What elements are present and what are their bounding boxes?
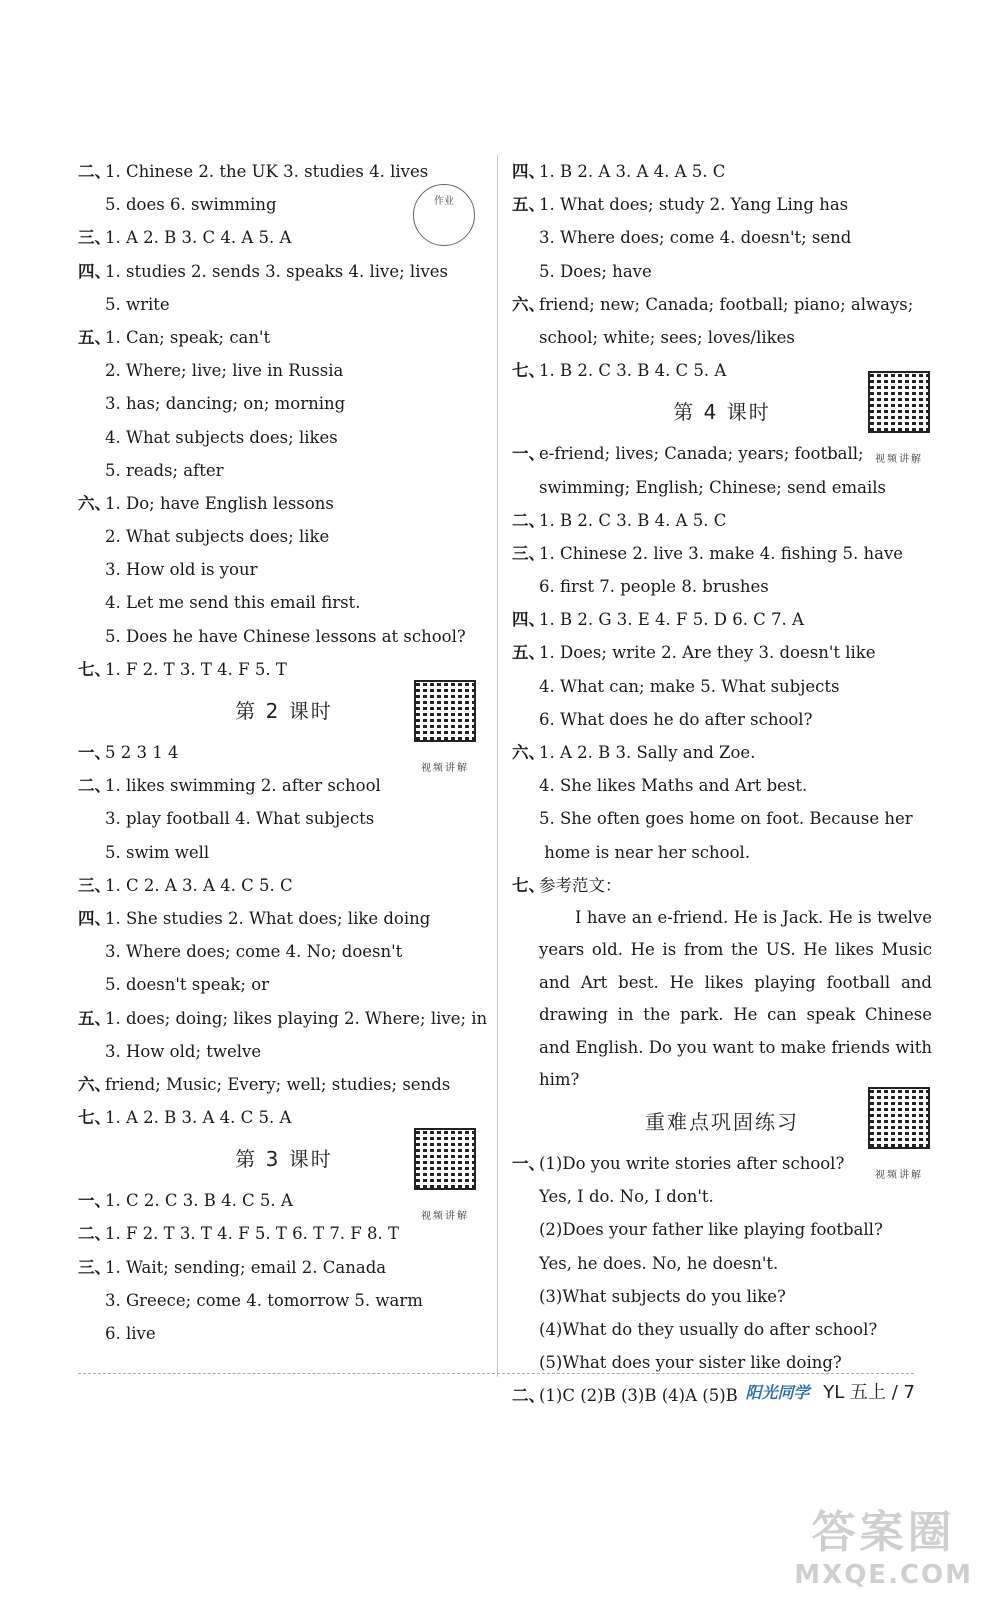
answer-text: 1. C 2. A 3. A 4. C 5. C — [105, 875, 293, 895]
section-number: 一、 — [78, 1191, 111, 1211]
answer-text: 参考范文： — [539, 875, 622, 895]
section-number: 五、 — [512, 643, 545, 663]
answer-line — [78, 902, 490, 935]
lesson-3-title: 第 3 课时 — [235, 1147, 333, 1172]
answer-text: e-friend; lives; Canada; years; football; — [539, 444, 864, 464]
answer-text: 5. does 6. swimming — [105, 195, 277, 215]
answer-text: 1. A 2. B 3. C 4. A 5. A — [105, 228, 292, 248]
qr-icon — [414, 680, 476, 742]
sample-essay-text: I have an e-friend. He is Jack. He is twelve years old. He is from the US. He likes Music and Art best. He likes playing football and drawing in the park. He can speak Chinese and English. Do you want to make friends with him? — [539, 907, 932, 1090]
section-number: 六、 — [512, 743, 545, 762]
section-number: 二、 — [78, 162, 111, 181]
left-column — [78, 155, 490, 1350]
answer-line — [78, 869, 490, 902]
section-number: 三、 — [78, 1257, 111, 1277]
section-number: 三、 — [78, 875, 111, 895]
answer-text: 1. likes swimming 2. after school — [105, 776, 381, 796]
answer-text: (5)What does your sister like doing? — [539, 1353, 842, 1373]
answer-line — [512, 155, 932, 188]
section-number: 七、 — [78, 1108, 111, 1128]
answer-text: home is near her school. — [539, 842, 751, 862]
qr-caption: 视频讲解 — [421, 1211, 469, 1223]
answer-line — [78, 354, 490, 387]
answer-line — [512, 869, 932, 902]
section-number: 七、 — [78, 659, 111, 679]
answer-text: 5. swim well — [105, 842, 210, 862]
answer-text: 4. Let me send this email first. — [105, 593, 361, 613]
answer-line — [512, 288, 932, 321]
watermark-bottom: MXQE.COM — [794, 1560, 973, 1590]
lesson-2-title: 第 2 课时 — [235, 699, 333, 723]
answer-text: 1. B 2. G 3. E 4. F 5. D 6. C 7. A — [539, 610, 804, 630]
section-number: 一、 — [512, 444, 545, 464]
answer-line — [512, 1280, 932, 1313]
answer-text: 3. play football 4. What subjects — [105, 809, 375, 829]
answer-text: 5. She often goes home on foot. Because her — [539, 809, 913, 829]
answer-line — [78, 321, 490, 354]
qr-caption: 视频讲解 — [875, 454, 923, 466]
answer-line — [512, 188, 932, 221]
answer-line — [512, 736, 932, 769]
answer-line — [512, 255, 932, 288]
answer-text: 1. Wait; sending; email 2. Canada — [105, 1257, 387, 1277]
answer-line — [78, 620, 490, 653]
section-number: 二、 — [512, 510, 545, 530]
answer-line — [512, 1247, 932, 1280]
right-top-answers — [512, 155, 932, 387]
section-number: 四、 — [78, 908, 111, 928]
answer-text: swimming; English; Chinese; send emails — [539, 477, 887, 497]
section-number: 五、 — [78, 327, 111, 347]
section-number: 七、 — [512, 361, 545, 381]
site-watermark — [794, 1496, 973, 1590]
watermark-top: 答案圈 — [811, 1507, 956, 1558]
qr-code-lesson-4[interactable] — [868, 371, 930, 485]
answer-text: (3)What subjects do you like? — [539, 1286, 786, 1306]
answer-text: 2. What subjects does; like — [105, 527, 330, 547]
section-number: 六、 — [512, 294, 545, 314]
qr-icon — [414, 1128, 476, 1190]
answer-text: 1. Chinese 2. the UK 3. studies 4. lives — [105, 162, 429, 181]
qr-code-lesson-2[interactable] — [414, 680, 476, 794]
answer-line — [512, 836, 932, 869]
answer-line — [512, 802, 932, 835]
answer-text: 1. A 2. B 3. Sally and Zoe. — [539, 743, 756, 762]
answer-text: 1. Do; have English lessons — [105, 493, 334, 513]
section-number: 二、 — [78, 1224, 111, 1244]
answer-text: 1. Does; write 2. Are they 3. doesn't like — [539, 643, 876, 663]
lesson-2-answers — [78, 736, 490, 1134]
brand-logo: 阳光同学 — [745, 1383, 810, 1402]
answer-text: 3. How old is your — [105, 560, 258, 580]
answer-line — [512, 1213, 932, 1246]
answer-text: 1. What does; study 2. Yang Ling has — [539, 195, 849, 215]
answer-text: 5. write — [105, 294, 170, 314]
page-number: / 7 — [891, 1382, 915, 1403]
qr-icon — [868, 371, 930, 433]
answer-text: 1. Chinese 2. live 3. make 4. fishing 5. have — [539, 543, 904, 563]
section-number: 二、 — [512, 1386, 545, 1406]
answer-line — [78, 1317, 490, 1350]
answer-text: 1. F 2. T 3. T 4. F 5. T 6. T 7. F 8. T — [105, 1224, 399, 1244]
answer-text: Yes, he does. No, he doesn't. — [539, 1253, 779, 1273]
answer-line — [512, 670, 932, 703]
grade-label: 五上 — [850, 1382, 887, 1403]
right-column — [512, 155, 932, 1412]
answer-line — [512, 221, 932, 254]
answer-line — [78, 935, 490, 968]
left-top-answers — [78, 155, 490, 686]
stamp-label: 作业 — [434, 196, 454, 207]
answer-text: Yes, I do. No, I don't. — [539, 1187, 714, 1207]
section-number: 六、 — [78, 493, 111, 513]
answer-text: 2. Where; live; live in Russia — [105, 361, 344, 381]
qr-caption: 视频讲解 — [875, 1169, 923, 1181]
answer-line — [78, 454, 490, 487]
answer-text: 1. F 2. T 3. T 4. F 5. T — [105, 659, 287, 679]
answer-text: 1. B 2. C 3. B 4. A 5. C — [539, 510, 727, 530]
section-number: 七、 — [512, 875, 545, 895]
answer-line — [512, 603, 932, 636]
section-number: 二、 — [78, 776, 111, 796]
footer-rule — [78, 1373, 914, 1374]
lesson-4-answers — [512, 437, 932, 902]
answer-text: 1. A 2. B 3. A 4. C 5. A — [105, 1108, 292, 1128]
answer-text: 1. Can; speak; can't — [105, 327, 271, 347]
qr-code-lesson-3[interactable] — [414, 1128, 476, 1242]
answer-text: 6. live — [105, 1324, 156, 1343]
answer-text: 1. B 2. A 3. A 4. A 5. C — [539, 162, 726, 181]
review-title: 重难点巩固练习 — [645, 1109, 799, 1134]
answer-line — [512, 321, 932, 354]
section-number: 一、 — [78, 743, 111, 762]
answer-line — [512, 570, 932, 603]
answer-text: 5. Does he have Chinese lessons at school? — [105, 626, 466, 646]
section-number: 五、 — [78, 1008, 111, 1028]
sample-essay — [512, 902, 932, 1097]
answer-text: 3. Where does; come 4. doesn't; send — [539, 228, 852, 248]
answer-line — [78, 1251, 490, 1284]
answer-line — [78, 968, 490, 1001]
answer-text: 3. Greece; come 4. tomorrow 5. warm — [105, 1290, 423, 1310]
answer-line — [78, 188, 490, 221]
answer-text: school; white; sees; loves/likes — [539, 327, 795, 347]
answer-text: 1. C 2. C 3. B 4. C 5. A — [105, 1191, 293, 1211]
section-number: 五、 — [512, 195, 545, 215]
answer-line — [78, 1068, 490, 1101]
answer-text: (1)C (2)B (3)B (4)A (5)B — [539, 1386, 738, 1406]
answer-line — [512, 703, 932, 736]
answer-line — [512, 504, 932, 537]
answer-line — [78, 586, 490, 619]
answer-text: 4. She likes Maths and Art best. — [539, 776, 808, 796]
answer-line — [512, 636, 932, 669]
answer-text: 4. What subjects does; likes — [105, 427, 338, 447]
answer-line — [78, 553, 490, 586]
answer-text: 6. first 7. people 8. brushes — [539, 577, 769, 597]
qr-icon — [868, 1087, 930, 1149]
section-number: 四、 — [78, 261, 111, 281]
answer-line — [512, 1313, 932, 1346]
answer-line — [78, 155, 490, 188]
lesson-4-title: 第 4 课时 — [673, 400, 771, 425]
answer-text: 1. studies 2. sends 3. speaks 4. live; lives — [105, 261, 449, 281]
answer-line — [78, 421, 490, 454]
answer-line — [78, 387, 490, 420]
section-number: 三、 — [78, 228, 111, 248]
answer-line — [512, 769, 932, 802]
answer-text: 1. does; doing; likes playing 2. Where; live; in — [105, 1008, 488, 1028]
answer-line — [78, 1284, 490, 1317]
answer-text: 4. What can; make 5. What subjects — [539, 676, 840, 696]
answer-line — [78, 487, 490, 520]
section-number: 六、 — [78, 1074, 111, 1094]
answer-line — [78, 255, 490, 288]
answer-line — [512, 1346, 932, 1379]
page-footer — [746, 1378, 916, 1404]
answer-text: friend; Music; Every; well; studies; sends — [105, 1074, 451, 1094]
answer-line — [78, 1035, 490, 1068]
edition-code: YL — [823, 1382, 845, 1403]
section-number: 四、 — [512, 162, 545, 181]
qr-caption: 视频讲解 — [421, 763, 469, 774]
answer-text: 5 2 3 1 4 — [105, 743, 179, 762]
answer-text: (2)Does your father like playing football? — [539, 1220, 883, 1240]
column-divider — [497, 155, 498, 1377]
answer-text: 6. What does he do after school? — [539, 709, 813, 729]
answer-text: 5. Does; have — [539, 261, 652, 281]
answer-line — [78, 802, 490, 835]
answer-text: 1. B 2. C 3. B 4. C 5. A — [539, 361, 727, 381]
answer-text: 5. doesn't speak; or — [105, 975, 270, 995]
answer-text: 1. She studies 2. What does; like doing — [105, 908, 431, 928]
answer-text: 3. has; dancing; on; morning — [105, 394, 346, 414]
section-number: 四、 — [512, 610, 545, 630]
answer-line — [78, 836, 490, 869]
answer-line — [78, 1002, 490, 1035]
answer-line — [78, 520, 490, 553]
answer-text: 3. How old; twelve — [105, 1041, 262, 1061]
answer-line — [512, 537, 932, 570]
qr-code-review[interactable] — [868, 1087, 930, 1201]
answer-line — [78, 288, 490, 321]
answer-line — [78, 221, 490, 254]
answer-text: 5. reads; after — [105, 460, 224, 480]
answer-text: (4)What do they usually do after school? — [539, 1319, 878, 1339]
answer-text: 3. Where does; come 4. No; doesn't — [105, 942, 403, 962]
answer-text: friend; new; Canada; football; piano; always; — [539, 294, 914, 314]
section-number: 三、 — [512, 543, 545, 563]
answer-text: (1)Do you write stories after school? — [539, 1153, 845, 1173]
section-number: 一、 — [512, 1153, 545, 1173]
